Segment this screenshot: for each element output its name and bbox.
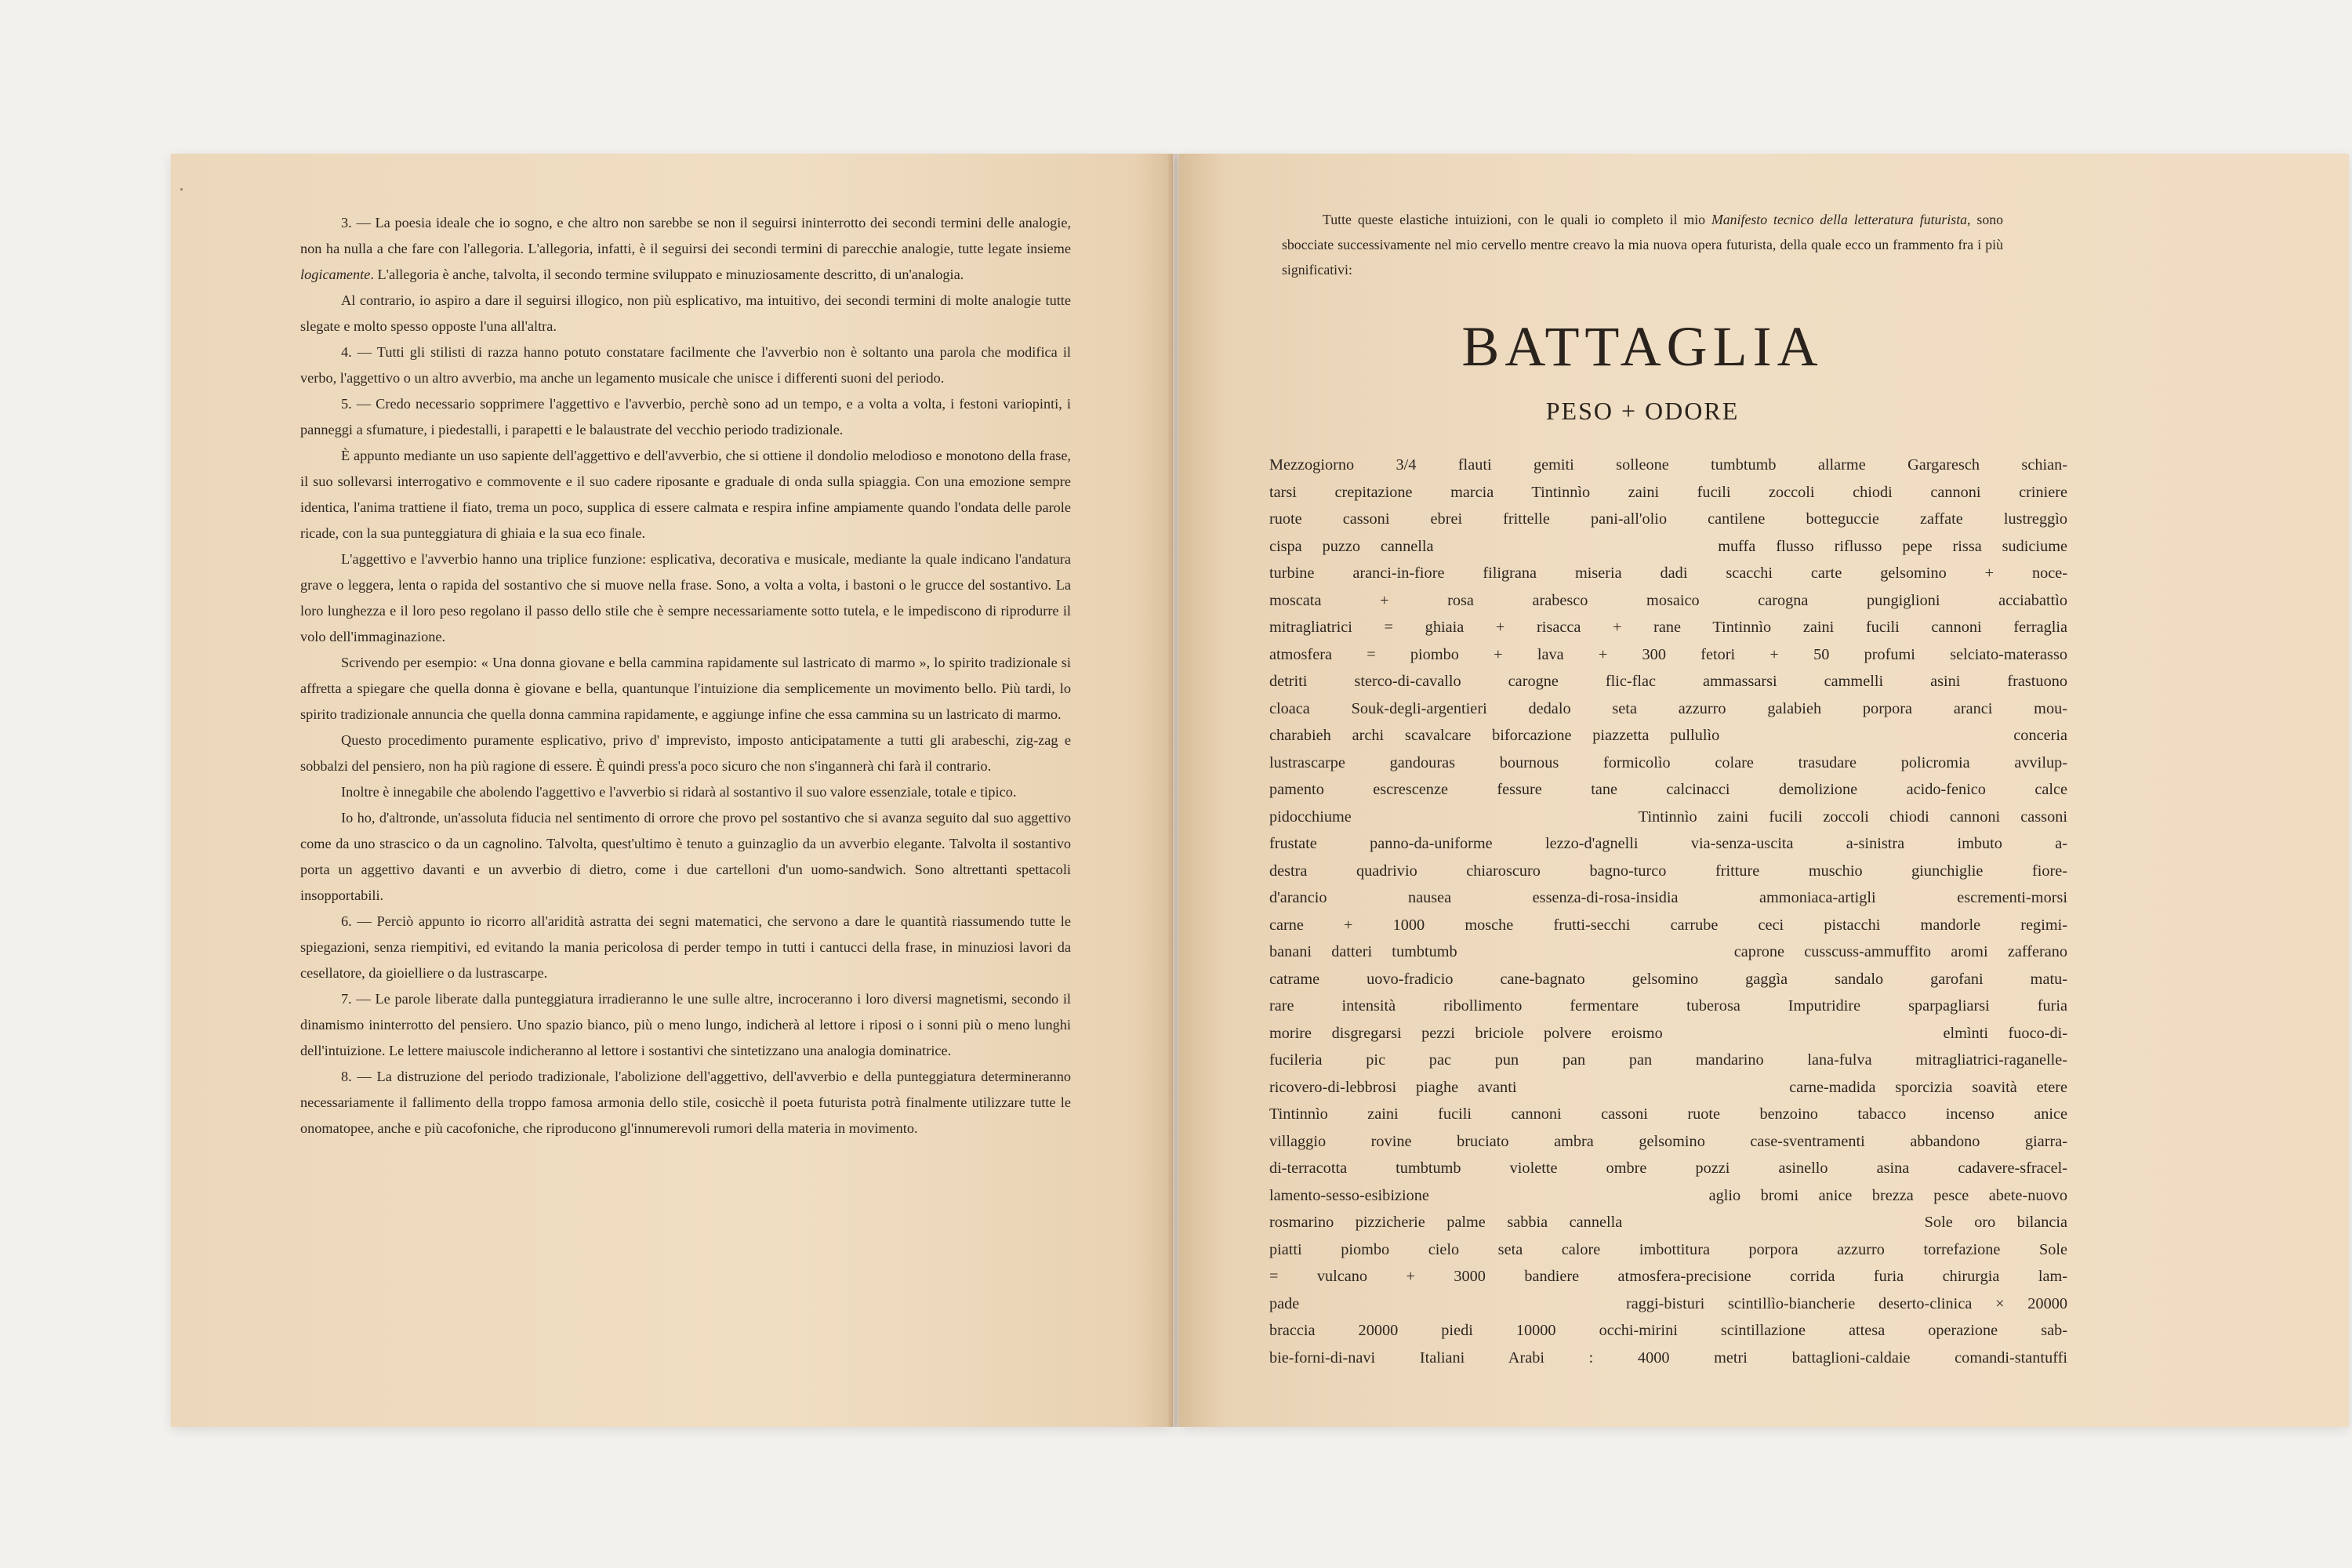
poem-line: destra quadrivio chiaroscuro bagno-turco fritture muschio giunchiglie fiore- <box>1269 862 2067 880</box>
paragraph: 4. — Tutti gli stilisti di razza hanno potuto constatare facilmente che l'avverbio non è soltanto una parola che modifica il verbo, l'aggettivo o un altro avverbio, ma anche un legamento musicale che unisce i differenti suoni del periodo. <box>300 344 1071 386</box>
poem-line: pade raggi-bisturi scintillìo-biancherie deserto-clinica × 20000 <box>1269 1294 2067 1312</box>
poem-line: braccia 20000 piedi 10000 occhi-mirini scintillazione attesa operazione sab- <box>1269 1322 2067 1339</box>
poem-line: cispa puzzo cannella muffa flusso riflusso pepe rissa sudiciume <box>1269 537 2067 555</box>
poem-line: rare intensità ribollimento fermentare tuberosa Imputridire sparpagliarsi furia <box>1269 997 2067 1014</box>
poem-line: catrame uovo-fradicio cane-bagnato gelsomino gaggìa sandalo garofani matu- <box>1269 970 2067 988</box>
paragraph: È appunto mediante un uso sapiente dell'aggettivo e dell'avverbio, che si ottiene il dondolio melodioso e monotono della frase, il suo sollevarsi interrogativo e commovente e il suo cadere riposante e graduale di onda sulla spiaggia. Con una emozione sempre identica, l'anima trattiene il fiato, trema un poco, supplica di essere calmata e respira infine ampiamente quando l'ondata delle parole ricade, con la sua punteggiatura di ghiaia e la sua eco finale. <box>300 448 1071 541</box>
paragraph: Inoltre è innegabile che abolendo l'aggettivo e l'avverbio si ridarà al sostantivo il suo valore essenziale, totale e tipico. <box>341 784 1017 800</box>
page-speck <box>180 188 183 191</box>
poem-line: rosmarino pizzicherie palme sabbia cannella Sole oro bilancia <box>1269 1214 2067 1231</box>
poem-line: villaggio rovine bruciato ambra gelsomino case-sventramenti abbandono giarra- <box>1269 1132 2067 1150</box>
paragraph: 3. — La poesia ideale che io sogno, e che altro non sarebbe se non il seguirsi ininterrotto dei secondi termini delle analogie, non ha nulla a che fare con l'allegoria. L'allegoria, infatti, è il seguirsi dei secondi termini di parecchie analogie, tutte legate insieme logicamente. L'allegoria è anche, talvolta, il secondo termine sviluppato e minuziosamente descritto, di un'analogia. <box>300 215 1071 282</box>
paragraph: 7. — Le parole liberate dalla punteggiatura irradieranno le une sulle altre, incroceranno i loro diversi magnetismi, secondo il dinamismo ininterrotto del pensiero. Uno spazio bianco, più o meno lungo, indicherà al lettore i riposi o i sonni più o meno lunghi dell'intuizione. Le lettere maiuscole indicheranno al lettore i sostantivi che sintetizzano una analogia dominatrice. <box>300 991 1071 1058</box>
intro-paragraph <box>1282 207 2003 282</box>
poem-line: banani datteri tumbtumb caprone cusscuss-ammuffito aromi zafferano <box>1269 943 2067 960</box>
book-spread <box>171 154 2350 1427</box>
poem-line: mitragliatrici = ghiaia + risacca + rane Tintinnìo zaini fucili cannoni ferraglia <box>1269 619 2067 636</box>
title-block <box>1282 315 2003 426</box>
intro-text: Tutte queste elastiche intuizioni, con le quali io completo il mio Manifesto tecnico della letteratura futurista, sono sbocciate successivamente nel mio cervello mentre creavo la mia nuova opera futurista, della quale ecco un frammento fra i più significativi: <box>1282 212 2003 278</box>
poem-line: charabieh archi scavalcare biforcazione piazzetta pullulìo conceria <box>1269 727 2067 744</box>
paragraph: Al contrario, io aspiro a dare il seguirsi illogico, non più esplicativo, ma intuitivo, dei secondi termini di molte analogie tutte slegate e molto spesso opposte l'una all'altra. <box>300 292 1071 334</box>
poem-line: pamento escrescenze fessure tane calcinacci demolizione acido-fenico calce <box>1269 781 2067 798</box>
poem-line: ruote cassoni ebrei frittelle pani-all'olio cantilene botteguccie zaffate lustreggìo <box>1269 510 2067 528</box>
poem-line: piatti piombo cielo seta calore imbottitura porpora azzurro torrefazione Sole <box>1269 1240 2067 1258</box>
poem-line: frustate panno-da-uniforme lezzo-d'agnelli via-senza-uscita a-sinistra imbuto a- <box>1269 835 2067 852</box>
poem-line: carne + 1000 mosche frutti-secchi carrube ceci pistacchi mandorle regimi- <box>1269 916 2067 934</box>
left-page <box>171 154 1173 1427</box>
poem-line: morire disgregarsi pezzi briciole polvere eroismo elmìnti fuoco-di- <box>1269 1024 2067 1042</box>
poem-line: = vulcano + 3000 bandiere atmosfera-precisione corrida furia chirurgia lam- <box>1269 1268 2067 1285</box>
right-page <box>1179 154 2349 1427</box>
poem-line: ricovero-di-lebbrosi piaghe avanti carne-madida sporcizia soavità etere <box>1269 1078 2067 1096</box>
poem-line: detriti sterco-di-cavallo carogne flic-flac ammassarsi cammelli asini frastuono <box>1269 673 2067 690</box>
paragraph: Io ho, d'altronde, un'assoluta fiducia nel sentimento di orrore che provo pel sostantivo che si avanza seguito dal suo aggettivo come da uno strascico o da un cagnolino. Talvolta, quest'ultimo è tenuto a guinzaglio da un avverbio elegante. Talvolta il sostantivo porta un aggettivo davanti e un avverbio di dietro, come i due cartelloni d'un uomo-sandwich. Sono altrettanti spettacoli insopportabili. <box>300 810 1071 903</box>
poem-line: cloaca Souk-degli-argentieri dedalo seta azzurro galabieh porpora aranci mou- <box>1269 699 2067 717</box>
poem-line: lamento-sesso-esibizione aglio bromi anice brezza pesce abete-nuovo <box>1269 1186 2067 1204</box>
paragraph: 5. — Credo necessario sopprimere l'aggettivo e l'avverbio, perchè sono ad un tempo, e a volta a volta, i festoni variopinti, i panneggi a sfumature, i piedestalli, i parapetti e le balaustrate del vecchio periodo tradizionale. <box>300 396 1071 437</box>
poem-line: di-terracotta tumbtumb violette ombre pozzi asinello asina cadavere-sfracel- <box>1269 1160 2067 1177</box>
poem-line: bie-forni-di-navi Italiani Arabi : 4000 metri battaglioni-caldaie comandi-stantuffi <box>1269 1348 2067 1367</box>
paragraph: Scrivendo per esempio: « Una donna giovane e bella cammina rapidamente sul lastricato di marmo », lo spirito tradizionale si affretta a spiegare che quella donna è giovane e bella, quantunque l'intuizione dia semplicemente un movimento bello. Più tardi, lo spirito tradizionale annuncia che quella donna cammina rapidamente, e aggiunge infine che essa cammina su un lastricato di marmo. <box>300 655 1071 722</box>
poem-subtitle: PESO + ODORE <box>1545 397 1740 425</box>
paragraph: L'aggettivo e l'avverbio hanno una triplice funzione: esplicativa, decorativa e musicale, mediante la quale indicano l'andatura grave o leggera, lenta o rapida del sostantivo che si muove nella frase. Sono, a volta a volta, i bastoni o le grucce del sostantivo. La loro lunghezza e il loro peso regolano il passo dello stile che è sempre necessariamente sotto tutela, e le impediscono di riprodurre il volo dell'immaginazione. <box>300 551 1071 644</box>
poem-line: lustrascarpe gandouras bournous formicolìo colare trasudare policromia avvilup- <box>1269 753 2067 771</box>
poem-line: Tintinnìo zaini fucili cannoni cassoni ruote benzoino tabacco incenso anice <box>1269 1105 2067 1123</box>
poem-line: pidocchiume Tintinnìo zaini fucili zoccoli chiodi cannoni cassoni <box>1269 808 2067 826</box>
poem-line: fucileria pic pac pun pan pan mandarino lana-fulva mitragliatrici-raganelle- <box>1269 1051 2067 1069</box>
left-page-text <box>300 210 1071 1142</box>
poem-title: BATTAGLIA <box>1461 315 1824 378</box>
poem-line: d'arancio nausea essenza-di-rosa-insidia ammoniaca-artigli escrementi-morsi <box>1269 889 2067 906</box>
poem-line: Mezzogiorno 3/4 flauti gemiti solleone tumbtumb allarme Gargaresch schian- <box>1269 456 2067 474</box>
poem-body <box>1269 452 2067 1371</box>
paragraph: 6. — Perciò appunto io ricorro all'aridità astratta dei segni matematici, che servono a dare le quantità riassumendo tutte le spiegazioni, senza riempitivi, ed evitando la mania pericolosa di perder tempo in tutti i cantucci della frase, in minuziosi lavori da cesellatore, da gioielliere o da lustrascarpe. <box>300 913 1071 981</box>
paragraph: Questo procedimento puramente esplicativo, privo d' imprevisto, imposto anticipatamente a tutti gli arabeschi, zig-zag e sobbalzi del pensiero, non ha più ragione di essere. È quindi press'a poco sicuro che non s'ingannerà chi farà il contrario. <box>300 732 1071 774</box>
poem-line: turbine aranci-in-fiore filigrana miseria dadi scacchi carte gelsomino + noce- <box>1269 564 2067 582</box>
poem-line: moscata + rosa arabesco mosaico carogna pungiglioni acciabattìo <box>1269 591 2067 609</box>
poem-line: atmosfera = piombo + lava + 300 fetori + 50 profumi selciato-materasso <box>1269 645 2067 663</box>
paragraph: 8. — La distruzione del periodo tradizionale, l'abolizione dell'aggettivo, dell'avverbio e della punteggiatura determineranno necessariamente il fallimento della troppo famosa armonia dello stile, cosicchè il poeta futurista potrà finalmente utilizzare tutte le onomatopee, anche e più cacofoniche, che riproducono gl'innumerevoli rumori della materia in movimento. <box>300 1069 1071 1136</box>
poem-line: tarsi crepitazione marcia Tintinnìo zaini fucili zoccoli chiodi cannoni criniere <box>1269 483 2067 501</box>
